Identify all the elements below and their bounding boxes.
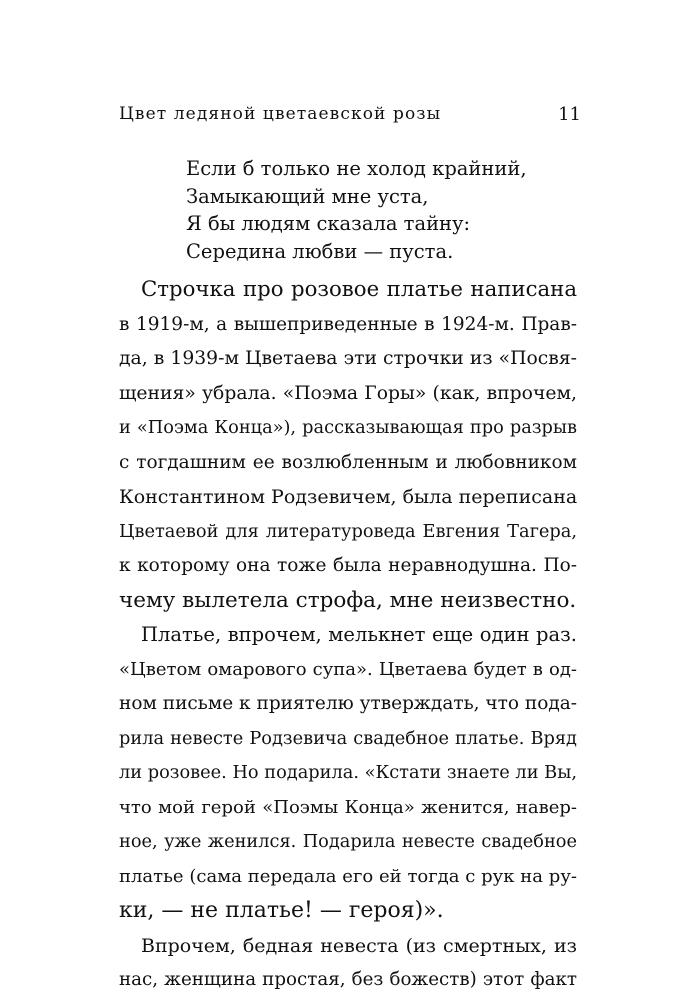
text-line: что мой герой «Поэмы Конца» женится, навер-	[119, 796, 577, 818]
text-line: нас, женщина простая, без божеств) этот факт	[119, 969, 577, 990]
text-line: Цветаевой для литературоведа Евгения Тагера,	[119, 521, 577, 542]
text-line: Константином Родзевичем, была переписана	[119, 486, 577, 508]
text-line: Платье, впрочем, мелькнет еще один раз.	[141, 623, 577, 646]
text-line: рила невесте Родзевича свадебное платье. Вряд	[119, 728, 577, 749]
text-line: с тогдашним ее возлюбленным и любовником	[119, 451, 577, 473]
text-line: к которому она тоже была неравнодушна. По-	[119, 555, 577, 576]
text-line: щения» убрала. «Поэма Горы» (как, впрочем,	[119, 382, 577, 404]
poem-line: Если б только не холод крайний,	[186, 157, 527, 180]
text-line: Впрочем, бедная невеста (из смертных, из	[141, 934, 577, 957]
text-line: ном письме к приятелю утверждать, что пода-	[119, 693, 577, 714]
page-number: 11	[558, 104, 581, 125]
text-line: да, в 1939-м Цветаева эти строчки из «Посвя-	[119, 348, 577, 369]
text-line: ки, — не платье! — героя)».	[119, 898, 444, 923]
body-text	[119, 273, 577, 998]
text-line: чему вылетела строфа, мне неизвестно.	[119, 587, 577, 613]
running-header	[119, 104, 581, 132]
poem-line: Я бы людям сказала тайну:	[186, 212, 471, 235]
poem-line: Середина любви — пуста.	[186, 239, 454, 263]
running-title: Цвет ледяной цветаевской розы	[119, 104, 442, 124]
text-line: и «Поэма Конца»), рассказывающая про разрыв	[119, 418, 577, 438]
text-line: Строчка про розовое платье написана	[141, 277, 577, 302]
text-line: ное, уже женился. Подарила невесте свадебное	[119, 832, 577, 852]
text-line: в 1919-м, а вышеприведенные в 1924-м. Прав-	[119, 313, 577, 335]
text-line: ли розовее. Но подарила. «Кстати знаете ли Вы,	[119, 763, 577, 783]
poem-line: Замыкающий мне уста,	[186, 184, 429, 208]
text-line: платье (сама передала его ей тогда с рук на ру-	[119, 865, 577, 887]
poem-stanza	[186, 155, 527, 265]
text-line: «Цветом омарового супа». Цветаева будет в од-	[119, 658, 577, 680]
